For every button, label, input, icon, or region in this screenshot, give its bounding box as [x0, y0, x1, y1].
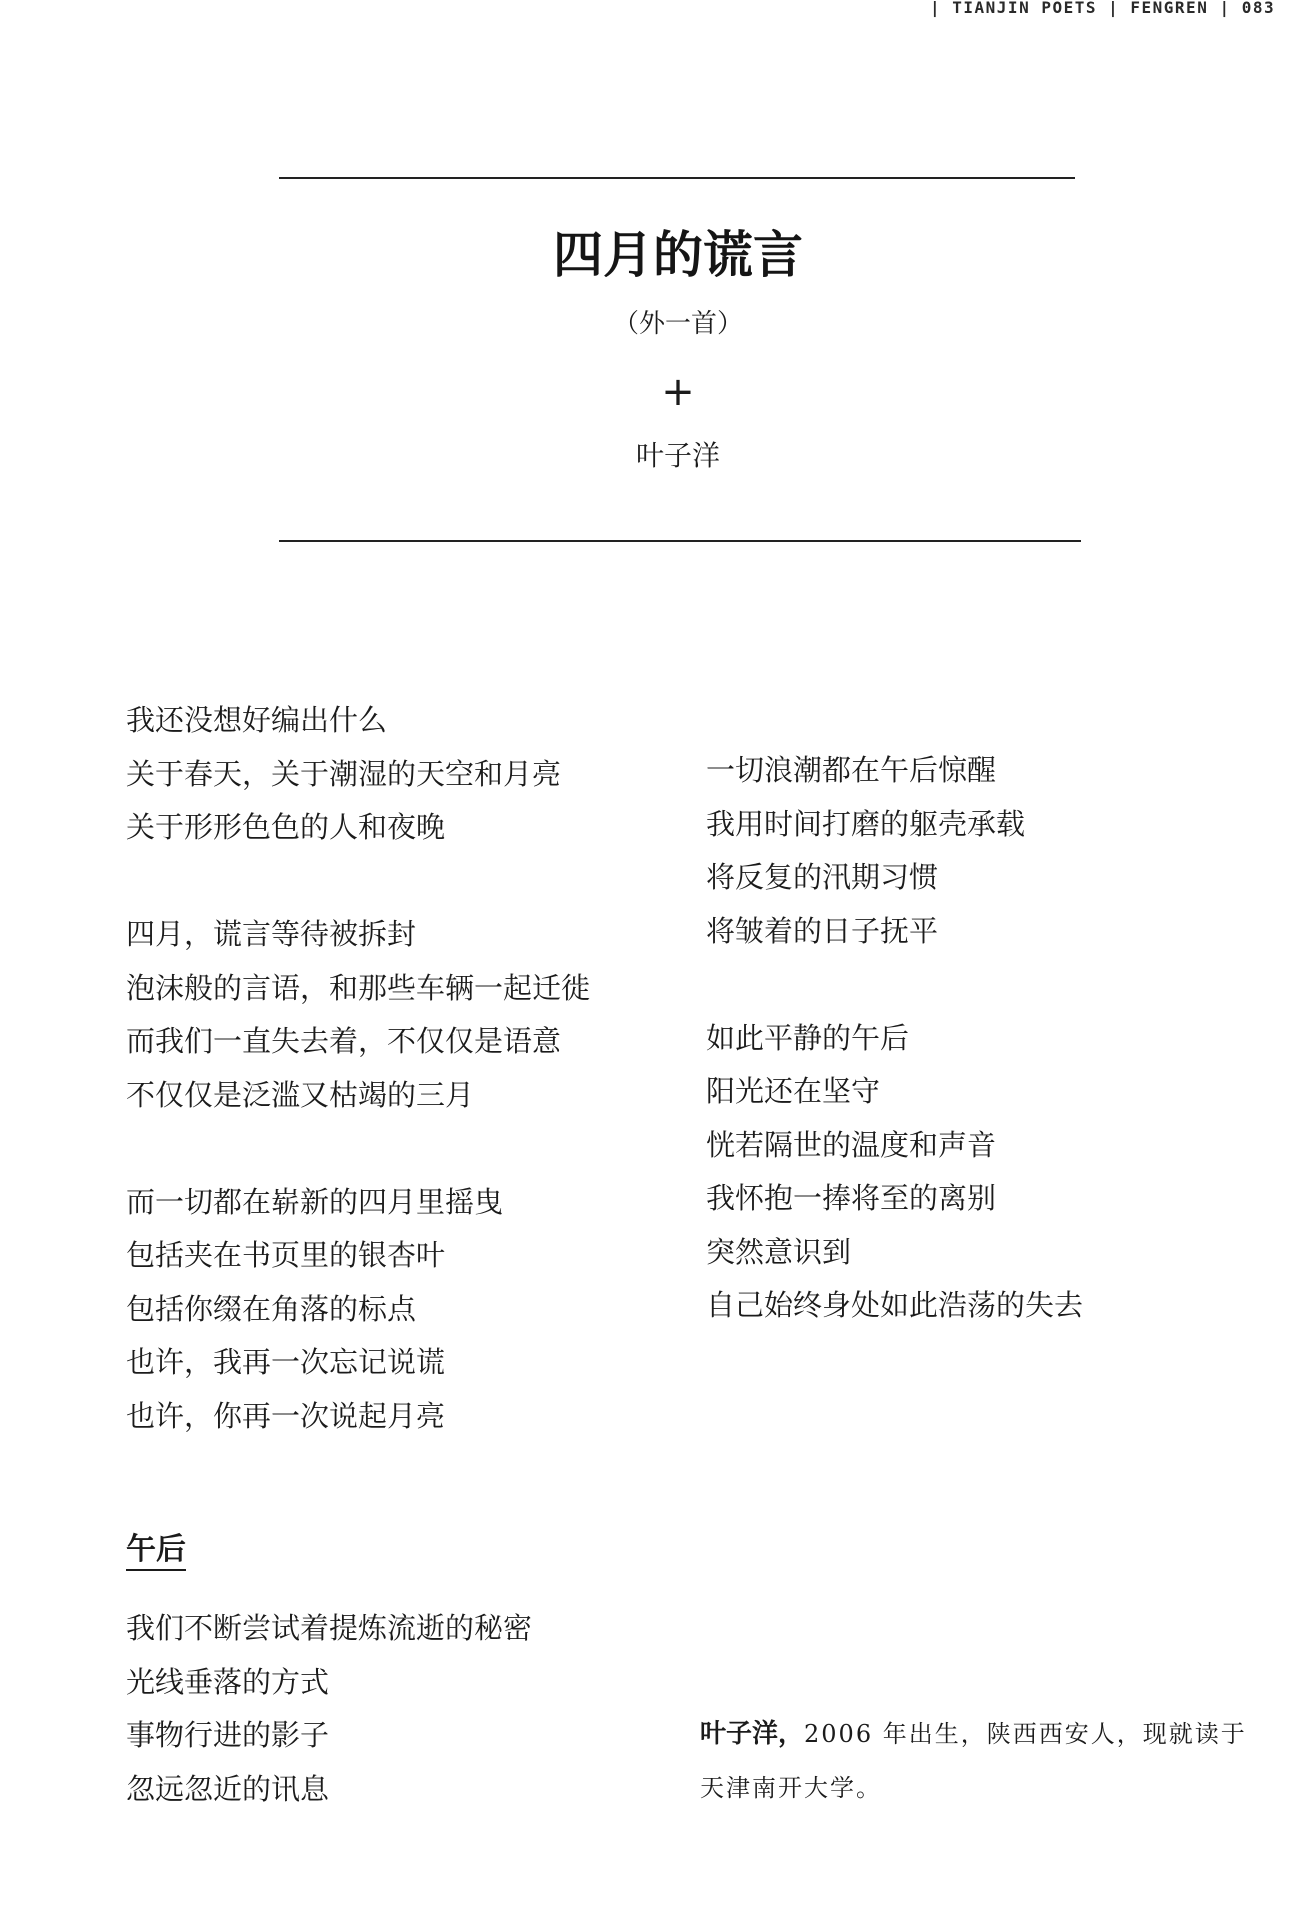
poem-line: 泡沫般的言语，和那些车辆一起迁徙	[126, 970, 591, 1005]
top-rule	[279, 177, 1075, 179]
poem-line: 包括你缀在角落的标点	[126, 1291, 417, 1326]
poem-line: 而我们一直失去着，不仅仅是语意	[126, 1024, 562, 1058]
poem-line: 恍若隔世的温度和声音	[706, 1127, 997, 1162]
poem-subtitle: （外一首）	[612, 309, 743, 339]
stanza	[706, 1012, 1266, 1333]
poem-line: 我怀抱一捧将至的离别	[706, 1181, 997, 1215]
poem1-column	[126, 694, 686, 1443]
stanza	[126, 1176, 686, 1444]
poem-line: 一切浪潮都在午后惊醒	[706, 753, 997, 787]
poem-line: 将反复的汛期习惯	[706, 860, 939, 894]
poem-line: 事物行进的影子	[126, 1718, 330, 1752]
poem-line: 而一切都在崭新的四月里摇曳	[126, 1184, 504, 1219]
poem-title: 四月的谎言	[553, 225, 803, 284]
poem-line: 包括夹在书页里的银杏叶	[126, 1238, 446, 1272]
poem-line: 光线垂落的方式	[126, 1664, 330, 1699]
poem-line: 将皱着的日子抚平	[706, 913, 939, 948]
bio-text: 2006 年出生，陕西西安人，现就读于	[804, 1720, 1247, 1748]
poem-line: 我还没想好编出什么	[126, 703, 388, 737]
poem-line: 四月，谎言等待被拆封	[126, 917, 417, 951]
poem-line: 忽远忽近的讯息	[126, 1771, 330, 1806]
second-poem-title: 午后	[126, 1531, 186, 1571]
running-head: | TIANJIN POETS | FENGREN | 083	[930, 0, 1276, 17]
poem-line: 如此平静的午后	[706, 1020, 910, 1055]
author-bio	[700, 1708, 1247, 1815]
author-name: 叶子洋	[635, 439, 720, 472]
poem-line: 关于春天，关于潮湿的天空和月亮	[126, 756, 562, 791]
stanza	[126, 1602, 686, 1816]
poem-line: 阳光还在坚守	[706, 1074, 881, 1108]
poem-line: 关于形形色色的人和夜晚	[126, 810, 446, 844]
plus-ornament-icon: +	[661, 369, 695, 415]
bio-author-name: 叶子洋，	[700, 1719, 805, 1749]
bio-line: 天津南开大学。	[700, 1773, 882, 1802]
poem-line: 我们不断尝试着提炼流逝的秘密	[126, 1611, 533, 1645]
poem2-continuation-column	[706, 744, 1266, 1333]
stanza	[126, 694, 686, 855]
stanza	[706, 744, 1266, 958]
poem-line: 自己始终身处如此浩荡的失去	[706, 1288, 1084, 1322]
poem-line: 也许，你再一次说起月亮	[126, 1398, 446, 1433]
poem-line: 也许，我再一次忘记说谎	[126, 1345, 446, 1379]
poem-line: 我用时间打磨的躯壳承载	[706, 806, 1026, 841]
poem2-column	[126, 1602, 686, 1816]
bottom-rule	[279, 540, 1081, 542]
poem-line: 突然意识到	[706, 1234, 852, 1269]
bio-line	[700, 1708, 1247, 1762]
poem-line: 不仅仅是泛滥又枯竭的三月	[126, 1077, 475, 1112]
stanza	[126, 908, 686, 1122]
